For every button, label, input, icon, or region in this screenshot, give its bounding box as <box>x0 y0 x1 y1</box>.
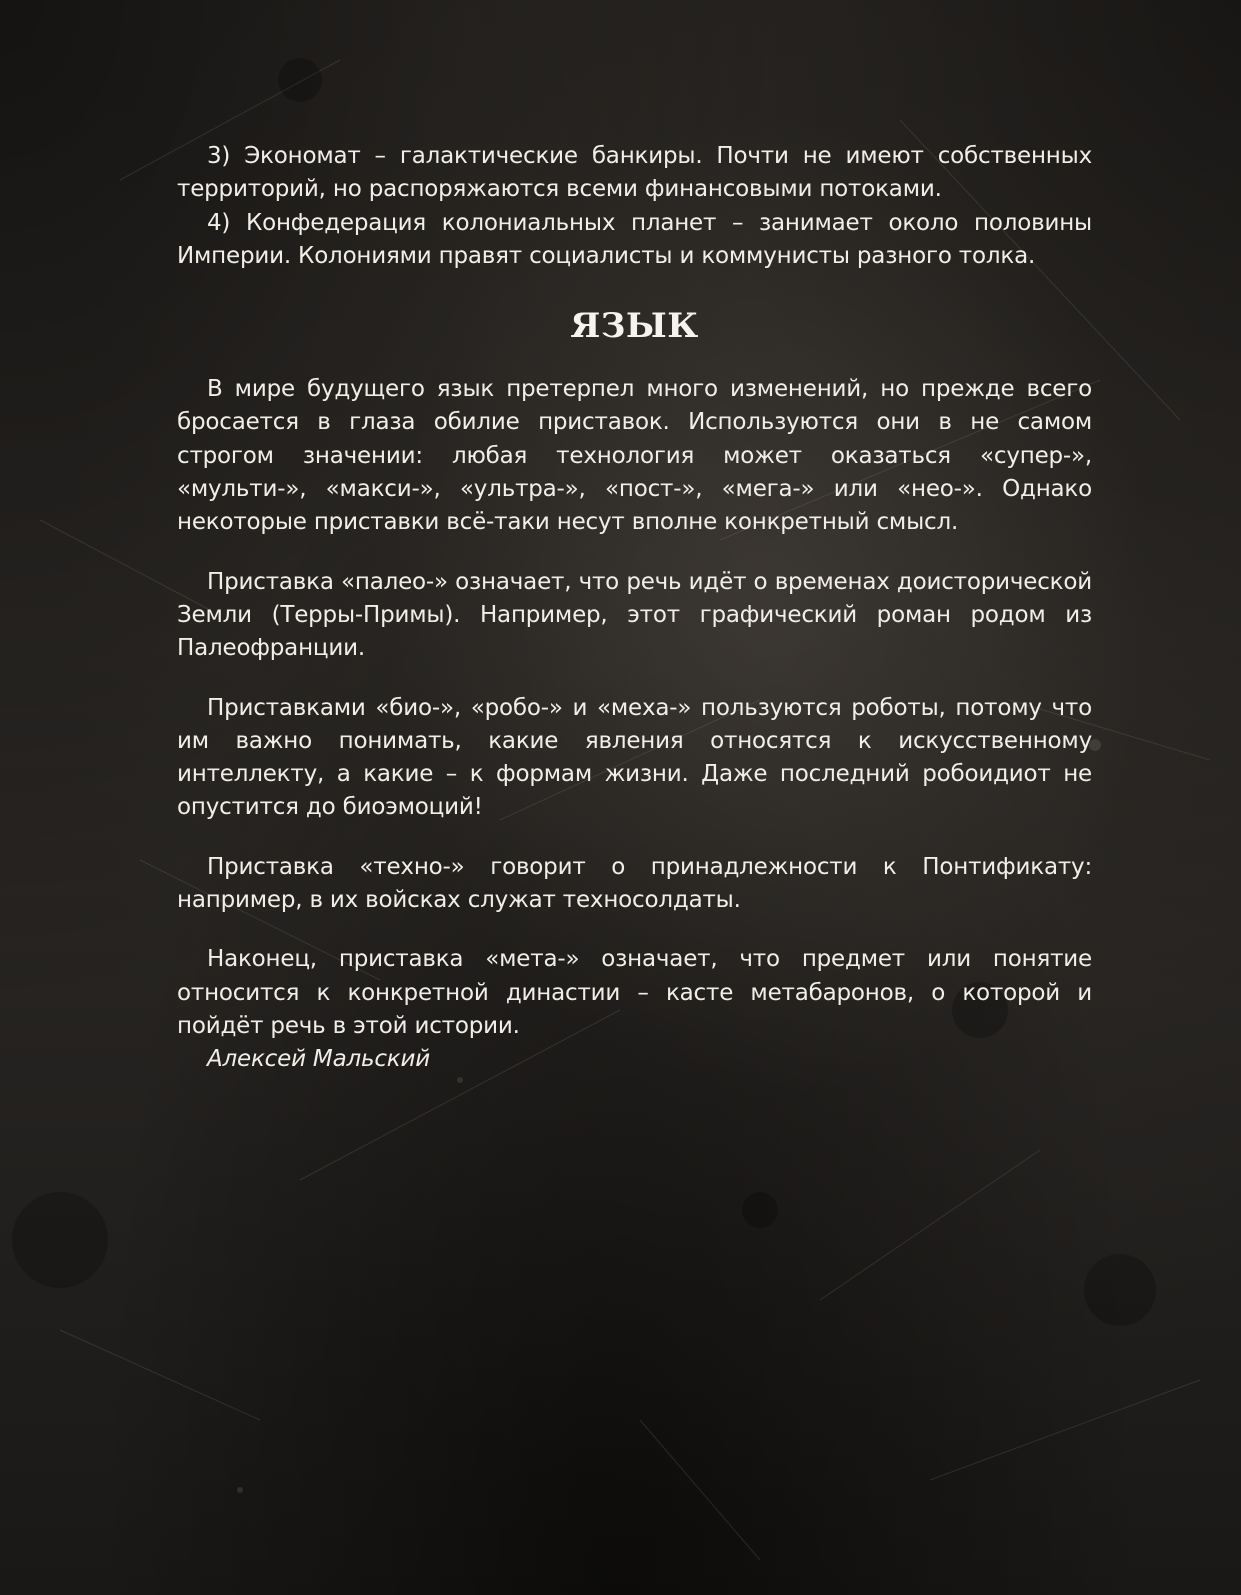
author-signature: Алексей Мальский <box>207 1046 430 1073</box>
paragraph: Наконец, приставка «мета-» означает, что предмет или понятие относится к конкретной династии – касте метабаронов, о которой и пойдёт речь в этой истории. <box>177 946 1092 1039</box>
intro-item: 4) Конфедерация колониальных планет – занимает около половины Империи. Колониями правят социалисты и коммунисты разного толка. <box>177 209 1092 269</box>
intro-item: 3) Экономат – галактические банкиры. Почти не имеют собственных территорий, но распоряжаются всеми финансовыми потоками. <box>177 143 1092 203</box>
paragraph: Приставками «био-», «робо-» и «меха-» пользуются роботы, потому что им важно понимать, какие явления относятся к искусственному интеллекту, а какие – к формам жизни. Даже последний робоидиот не опустится до биоэмоций! <box>177 694 1092 821</box>
paragraph: В мире будущего язык претерпел много изменений, но прежде всего бросается в глаза обилие приставок. Используются они в не самом строгом значении: любая технология может оказаться «супер-», «мульти-», «макси-», «ультра-», «пост-», «мега-» или «нео-». Однако некоторые приставки всё-таки несут вполне конкретный смысл. <box>177 376 1092 536</box>
text-column <box>177 140 1092 1077</box>
paragraph-gap <box>177 540 1092 566</box>
paragraph-gap <box>177 666 1092 692</box>
paragraph-gap <box>177 825 1092 851</box>
paragraph: Приставка «палео-» означает, что речь идёт о временах доисторической Земли (Терры-Примы). Например, этот графический роман родом из Палеофранции. <box>177 568 1092 662</box>
section-heading: ЯЗЫК <box>570 306 699 347</box>
paragraph-gap <box>177 917 1092 943</box>
paragraph: Приставка «техно-» говорит о принадлежности к Понтификату: например, в их войсках служат техносолдаты. <box>177 853 1092 914</box>
